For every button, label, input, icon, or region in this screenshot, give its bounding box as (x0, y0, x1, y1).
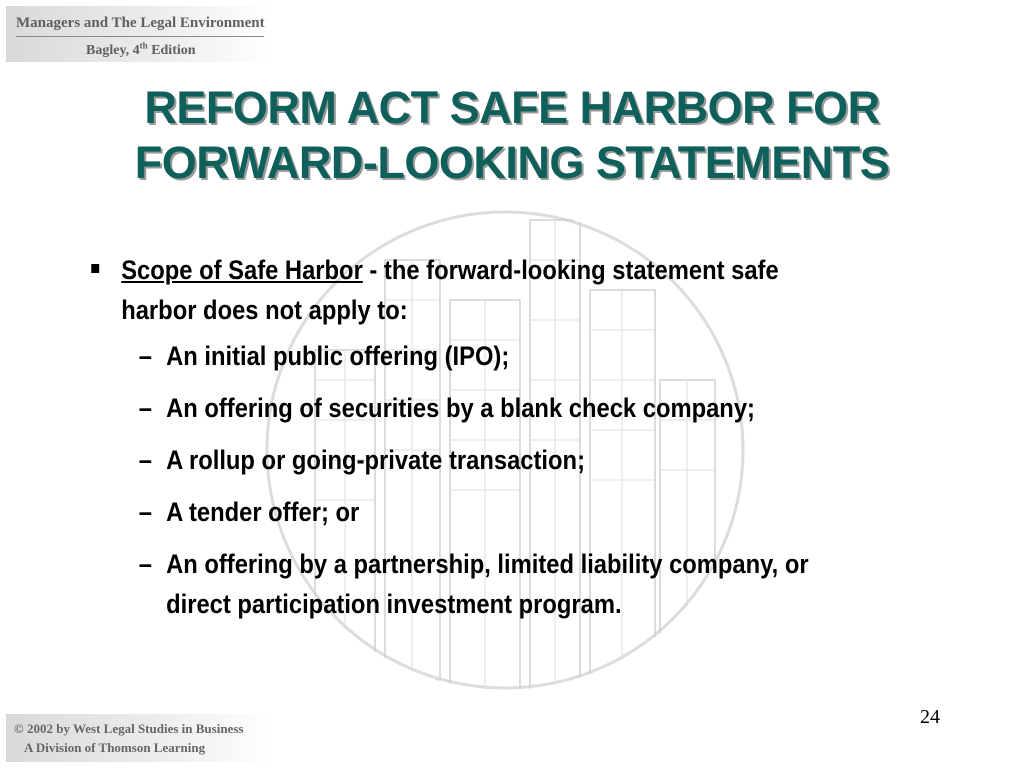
slide-content (86, 250, 860, 636)
scope-description: - the forward-looking statement safe harbor does not apply to: (121, 255, 779, 325)
list-item-text: An offering of securities by a blank check company; (166, 393, 755, 423)
list-item-text: A tender offer; or (166, 497, 360, 527)
copyright-text: © 2002 by West Legal Studies in Business (14, 721, 244, 736)
dash-bullet-icon: – (138, 445, 153, 475)
dash-bullet-icon: – (138, 549, 153, 579)
title-line-2: FORWARD-LOOKING STATEMENTS (134, 137, 890, 188)
list-item (86, 492, 860, 532)
dash-bullet-icon: – (138, 497, 153, 527)
slide-title (0, 80, 1024, 190)
list-item (86, 336, 860, 376)
dash-bullet-icon: – (138, 393, 153, 423)
main-bullet (86, 250, 860, 330)
list-item-text: An initial public offering (IPO); (166, 341, 510, 371)
square-bullet-icon (91, 264, 99, 273)
header-banner (6, 6, 272, 62)
edition-label (86, 40, 196, 59)
dash-bullet-icon: – (138, 341, 153, 371)
list-item-text: A rollup or going-private transaction; (166, 445, 585, 475)
course-title: Managers and The Legal Environment (16, 15, 265, 31)
title-line-1: REFORM ACT SAFE HARBOR FOR (144, 82, 880, 133)
footer-banner (6, 714, 272, 762)
publisher-division-text: A Division of Thomson Learning (24, 740, 206, 755)
header-divider (16, 36, 264, 37)
scope-heading: Scope of Safe Harbor (121, 255, 363, 285)
page-number: 24 (920, 706, 940, 728)
list-item (86, 388, 860, 428)
edition-text: Bagley, 4th Edition (86, 40, 196, 58)
list-item (86, 440, 860, 480)
exclusion-list (86, 336, 860, 624)
list-item (86, 544, 852, 624)
list-item-text: An offering by a partnership, limited liability company, or direct participation investment program. (166, 549, 809, 619)
